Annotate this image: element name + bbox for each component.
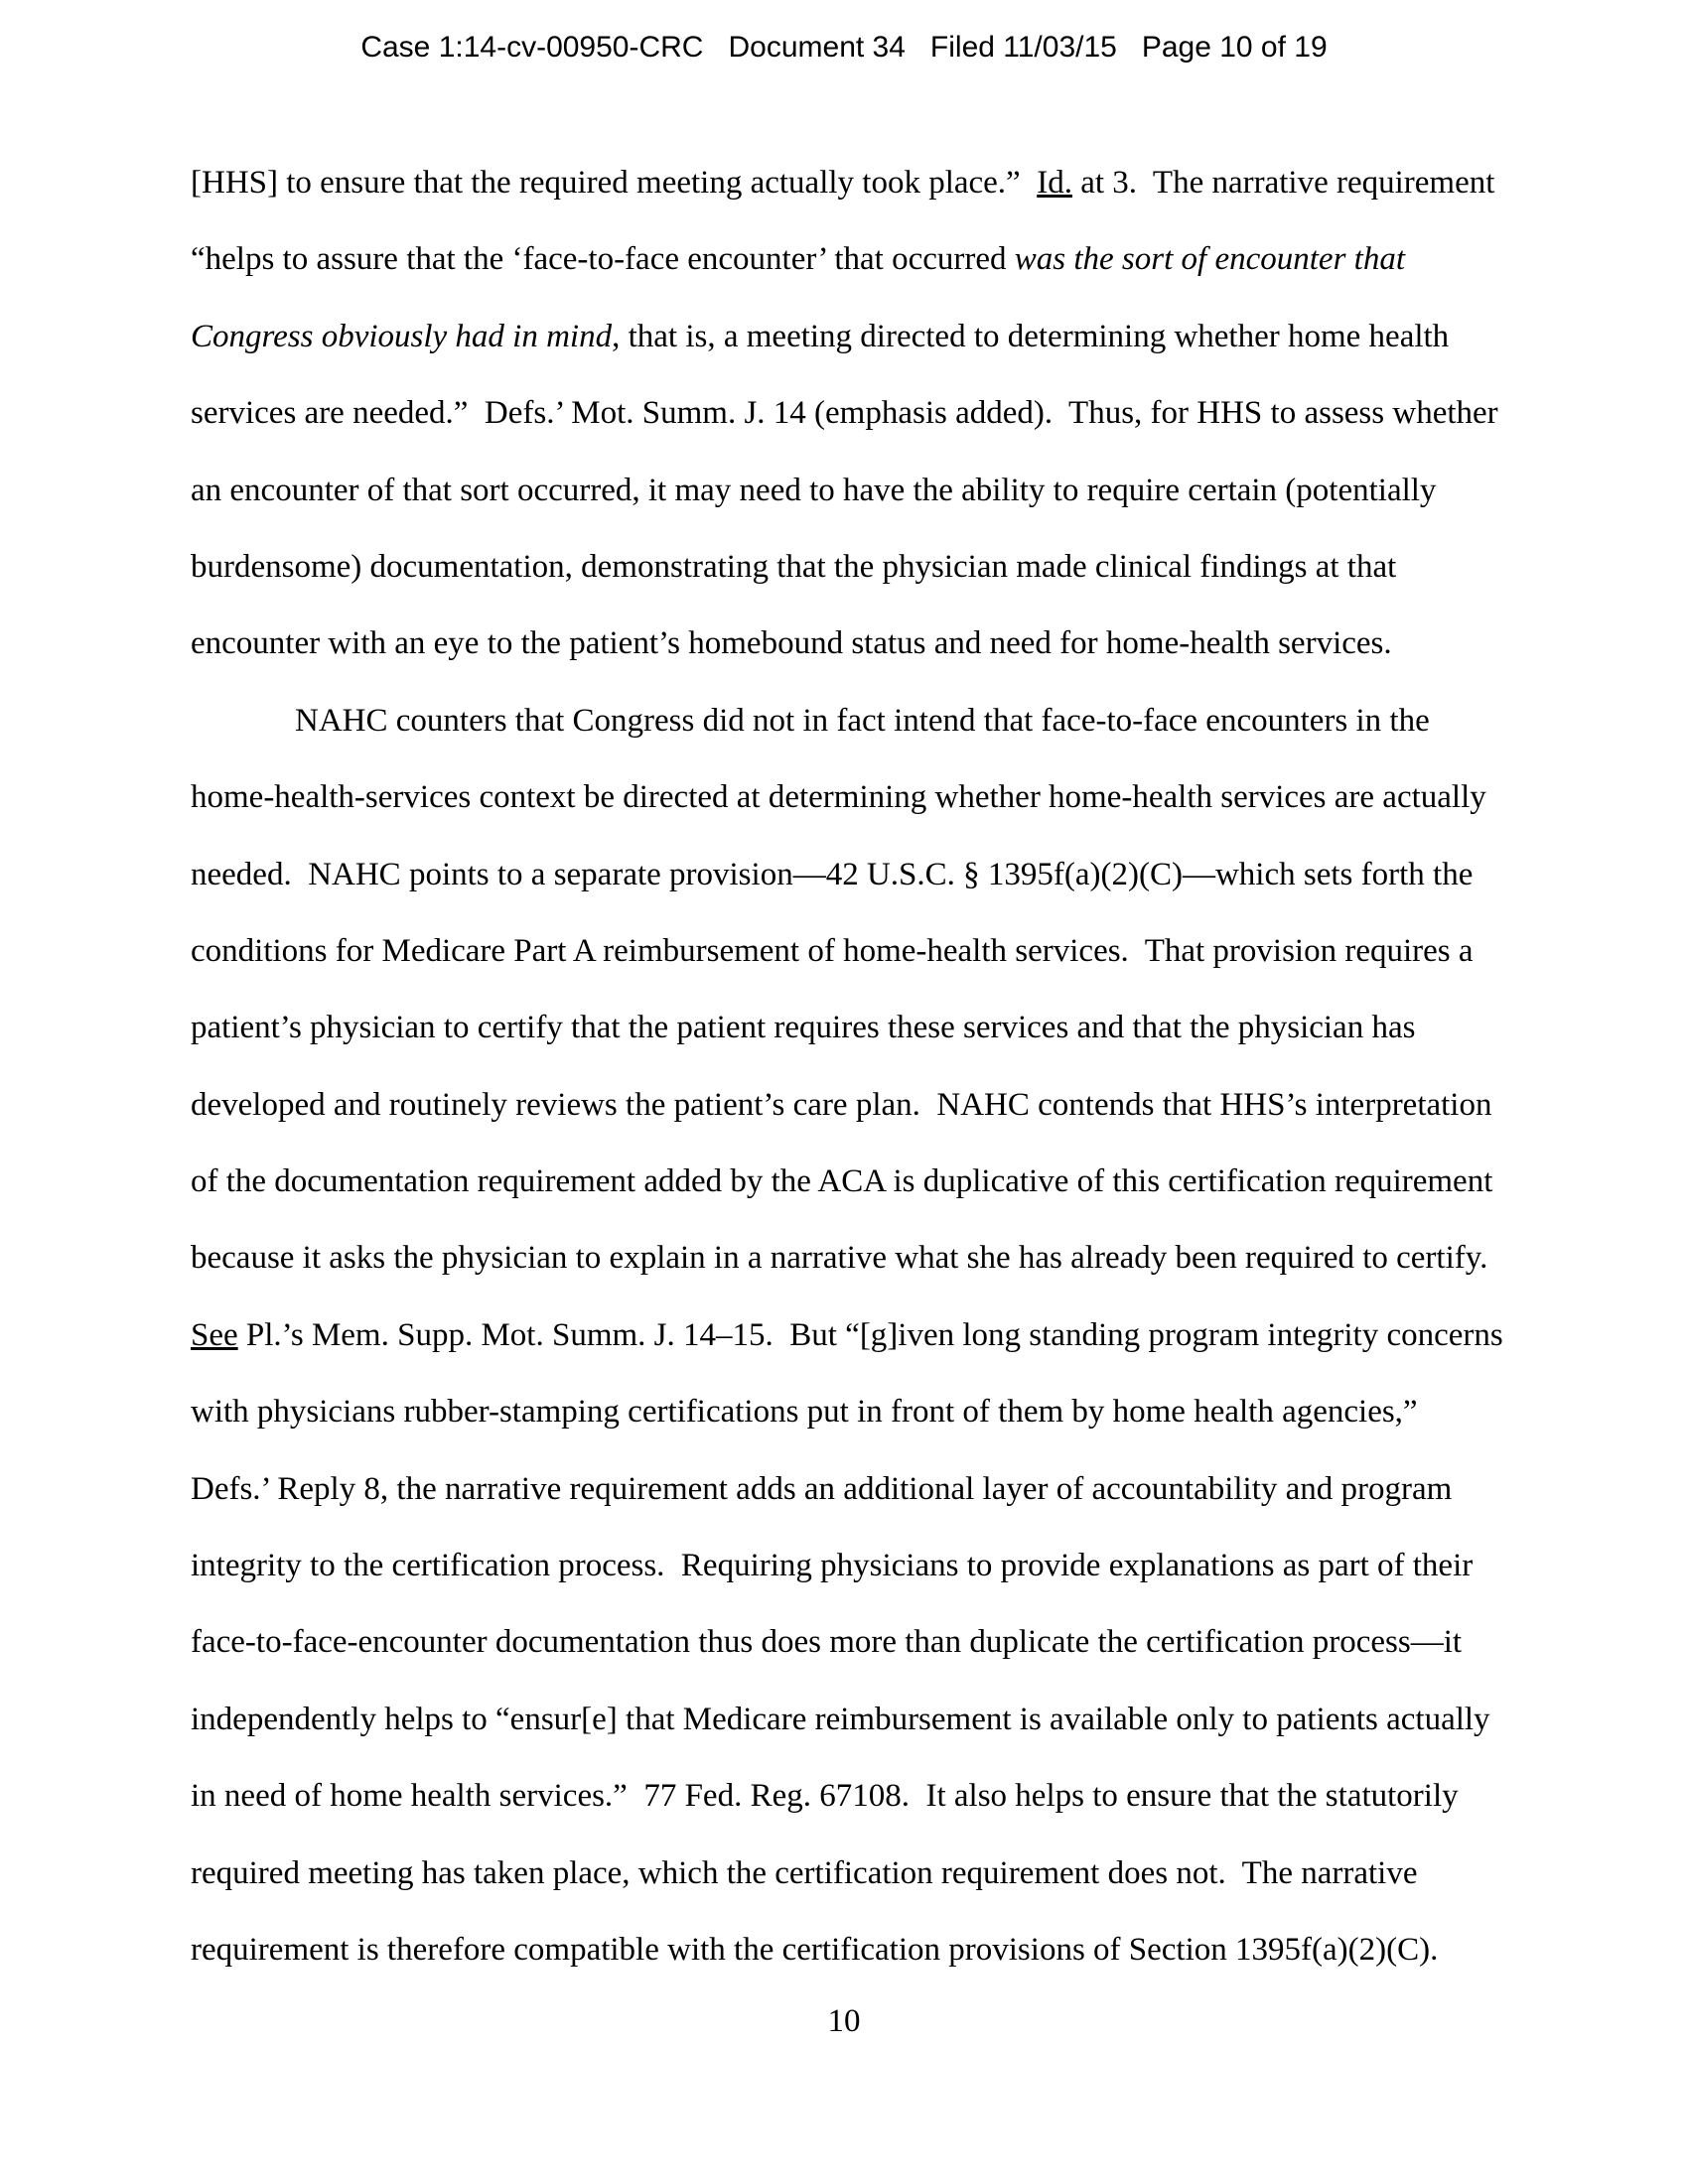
text-line	[191, 1682, 1537, 1758]
text-run: at 3. The narrative requirement	[1071, 165, 1495, 201]
text-line	[191, 529, 1537, 606]
text-run: burdensome) documentation, demonstrating that the physician made clinical findings at that	[191, 548, 1397, 585]
text-line	[191, 990, 1537, 1066]
text-run: with physicians rubber-stamping certifications put in front of them by home health agencies,”	[191, 1394, 1418, 1431]
text-line	[191, 1758, 1537, 1835]
text-run: conditions for Medicare Part A reimbursement of home-health services. That provision requires a	[191, 932, 1474, 969]
text-run: See	[191, 1316, 238, 1353]
text-run: , that is, a meeting directed to determining whether home health	[612, 318, 1450, 354]
text-line	[191, 453, 1537, 529]
text-line	[191, 145, 1537, 221]
text-line	[191, 1451, 1537, 1528]
text-run: Congress obviously had in mind	[191, 318, 613, 354]
text-line	[191, 375, 1537, 452]
text-run: NAHC counters that Congress did not in fact intend that face-to-face encounters in the	[295, 702, 1430, 739]
text-run: Id.	[1037, 165, 1072, 201]
text-run: was the sort of encounter that	[1014, 241, 1405, 278]
text-line	[191, 1374, 1537, 1450]
text-line	[191, 1220, 1537, 1297]
text-run: Pl.’s Mem. Supp. Mot. Summ. J. 14–15. But “[g]iven long standing program integrity concerns	[237, 1316, 1503, 1353]
text-run: “helps to assure that the ‘face-to-face encounter’ that occurred	[191, 241, 1015, 278]
text-run: integrity to the certification process. Requiring physicians to provide explanations as part of their	[191, 1548, 1474, 1584]
text-run: needed. NAHC points to a separate provision—42 U.S.C. § 1395f(a)(2)(C)—which sets forth the	[191, 856, 1474, 892]
text-line	[191, 1528, 1537, 1604]
text-line	[191, 1297, 1537, 1374]
text-run: independently helps to “ensur[e] that Medicare reimbursement is available only to patients actually	[191, 1701, 1490, 1737]
text-run: requirement is therefore compatible with the certification provisions of Section 1395f(a)(2)(C).	[191, 1931, 1439, 1968]
text-run: required meeting has taken place, which the certification requirement does not. The narrative	[191, 1854, 1418, 1891]
document-body	[191, 145, 1537, 1988]
text-line	[191, 913, 1537, 990]
text-run: home-health-services context be directed at determining whether home-health services are actually	[191, 779, 1486, 816]
text-line	[191, 837, 1537, 913]
text-run: face-to-face-encounter documentation thus does more than duplicate the certification process—it	[191, 1624, 1463, 1661]
text-line	[191, 1144, 1537, 1220]
text-line	[191, 1836, 1537, 1912]
text-run: patient’s physician to certify that the patient requires these services and that the physician has	[191, 1010, 1416, 1046]
text-run: an encounter of that sort occurred, it may need to have the ability to require certain (potentially	[191, 472, 1437, 508]
text-run: [HHS] to ensure that the required meeting actually took place.”	[191, 165, 1038, 201]
text-line	[191, 1604, 1537, 1681]
page-number: 10	[827, 2003, 861, 2039]
text-line	[191, 221, 1537, 298]
case-header-stamp: Case 1:14-cv-00950-CRC Document 34 Filed 11/03/15 Page 10 of 19	[360, 31, 1328, 64]
text-run: of the documentation requirement added by the ACA is duplicative of this certification requirement	[191, 1163, 1493, 1200]
text-run: in need of home health services.” 77 Fed. Reg. 67108. It also helps to ensure that the statutorily	[191, 1778, 1459, 1815]
text-run: because it asks the physician to explain in a narrative what she has already been required to certify.	[191, 1240, 1488, 1277]
text-line	[191, 1067, 1537, 1144]
text-line	[191, 683, 1537, 759]
text-run: Defs.’ Reply 8, the narrative requirement adds an additional layer of accountability and program	[191, 1470, 1453, 1507]
text-run: encounter with an eye to the patient’s homebound status and need for home-health services.	[191, 625, 1392, 662]
text-line	[191, 759, 1537, 836]
text-run: services are needed.” Defs.’ Mot. Summ. J. 14 (emphasis added). Thus, for HHS to assess whether	[191, 395, 1498, 432]
text-run: developed and routinely reviews the patient’s care plan. NAHC contends that HHS’s interpretation	[191, 1086, 1492, 1123]
text-line	[191, 299, 1537, 375]
text-line	[191, 1912, 1537, 1988]
text-line	[191, 606, 1537, 682]
